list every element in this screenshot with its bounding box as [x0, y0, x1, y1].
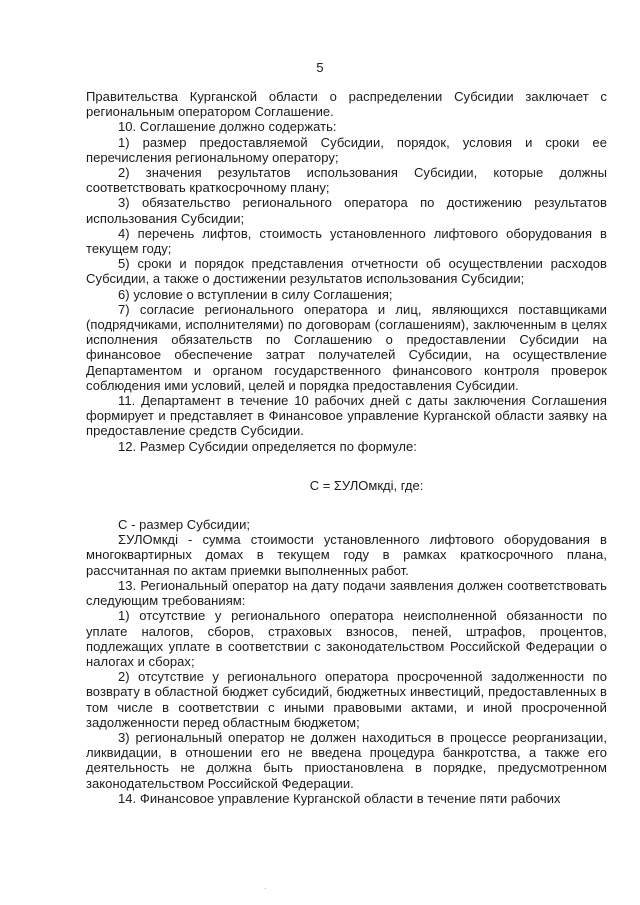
document-body — [86, 89, 607, 806]
paragraph-item-10-2: 2) значения результатов использования Субсидии, которые должны соответствовать краткосрочному плану; — [86, 165, 607, 196]
paragraph-item-10-7: 7) согласие регионального оператора и лиц, являющихся поставщиками (подрядчиками, исполнителями) по договорам (соглашениям), заключенным в целях исполнения обязательств по Соглашению о предоставлении Субсидии на финансовое обеспечение затрат получателей Субсидии, на осуществление Департаментом и органом государственного финансового контроля проверок соблюдения ими условий, целей и порядка предоставления Субсидии. — [86, 301, 607, 393]
paragraph-item-10: 10. Соглашение должно содержать: — [118, 119, 337, 135]
paragraph-item-14: 14. Финансовое управление Курганской области в течение пяти рабочих — [118, 790, 561, 806]
formula-definition-sum: ΣУЛОмкдi - сумма стоимости установленного лифтового оборудования в многоквартирных домах в текущем году в рамках краткосрочного плана, рассчитанная по актам приемки выполненных работ. — [86, 532, 607, 578]
page-number: 5 — [316, 60, 324, 75]
paragraph-item-10-5: 5) сроки и порядок представления отчетности об осуществлении расходов Субсидии, а также о достижении результатов использования Субсидии; — [86, 256, 607, 287]
paragraph-item-12: 12. Размер Субсидии определяется по формуле: — [118, 438, 417, 454]
scan-dot: · — [264, 884, 267, 893]
paragraph-item-11: 11. Департамент в течение 10 рабочих дней с даты заключения Соглашения формирует и представляет в Финансовое управление Курганской области заявку на предоставление средств Субсидии. — [86, 393, 607, 439]
spacer — [86, 493, 607, 517]
formula: С = ΣУЛОмкдi, где: — [309, 477, 424, 493]
formula-definition-c: С - размер Субсидии; — [118, 517, 251, 533]
paragraph-item-10-6: 6) условие о вступлении в силу Соглашения; — [118, 286, 393, 302]
paragraph-item-10-1: 1) размер предоставляемой Субсидии, порядок, условия и сроки ее перечисления региональному оператору; — [86, 134, 607, 165]
paragraph-item-13: 13. Региональный оператор на дату подачи заявления должен соответствовать следующим требованиям: — [86, 577, 607, 609]
paragraph-item-10-4: 4) перечень лифтов, стоимость установленного лифтового оборудования в текущем году; — [86, 225, 607, 257]
paragraph-item-10-3: 3) обязательство регионального оператора по достижению результатов использования Субсидии; — [86, 195, 607, 226]
paragraph-item-13-1: 1) отсутствие у регионального оператора неисполненной обязанности по уплате налогов, сборов, страховых взносов, пеней, штрафов, процентов, подлежащих уплате в соответствии с законодательством Российской Федерации о налогах и сборах; — [86, 608, 607, 669]
paragraph-item-13-2: 2) отсутствие у регионального оператора просроченной задолженности по возврату в областной бюджет субсидий, бюджетных инвестиций, предоставленных в том числе в соответствии с иными правовыми актами, и иной просроченной задолженности перед областным бюджетом; — [86, 669, 607, 730]
paragraph-continuation: Правительства Курганской области о распределении Субсидии заключает с региональным оператором Соглашение. — [86, 89, 607, 120]
spacer — [86, 454, 607, 478]
paragraph-item-13-3: 3) региональный оператор не должен находиться в процессе реорганизации, ликвидации, в отношении его не введена процедура банкротства, а также его деятельность не должна быть приостановлена в порядке, предусмотренном законодательством Российской Федерации. — [86, 729, 607, 791]
